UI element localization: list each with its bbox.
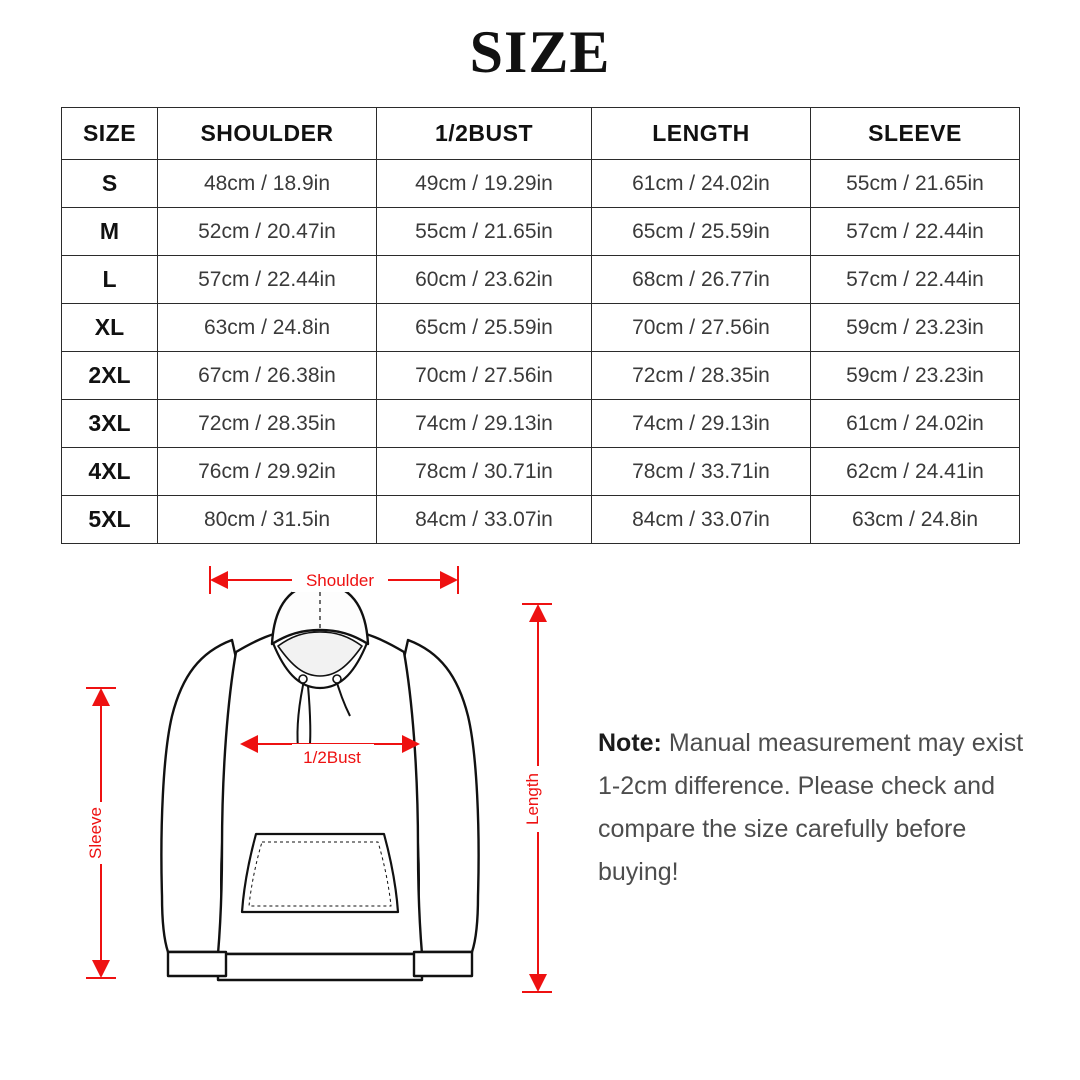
cell-size: M: [62, 208, 158, 256]
measurement-note: [598, 722, 1028, 894]
length-label: Length: [523, 773, 542, 825]
cell-shoulder: 80cm / 31.5in: [158, 496, 377, 544]
table-row: [62, 256, 1020, 304]
note-label: Note:: [598, 729, 662, 757]
cell-sleeve: 63cm / 24.8in: [811, 496, 1020, 544]
sleeve-label: Sleeve: [86, 807, 105, 859]
cell-shoulder: 76cm / 29.92in: [158, 448, 377, 496]
cell-size: 4XL: [62, 448, 158, 496]
cell-bust: 60cm / 23.62in: [377, 256, 592, 304]
cell-size: S: [62, 160, 158, 208]
cell-length: 61cm / 24.02in: [592, 160, 811, 208]
cell-sleeve: 57cm / 22.44in: [811, 208, 1020, 256]
hoodie-measurement-diagram: [60, 548, 580, 1018]
table-row: [62, 448, 1020, 496]
cell-shoulder: 72cm / 28.35in: [158, 400, 377, 448]
cell-shoulder: 67cm / 26.38in: [158, 352, 377, 400]
table-row: [62, 304, 1020, 352]
table-row: [62, 160, 1020, 208]
table-row: [62, 352, 1020, 400]
cell-length: 68cm / 26.77in: [592, 256, 811, 304]
cell-sleeve: 57cm / 22.44in: [811, 256, 1020, 304]
table-row: [62, 208, 1020, 256]
cell-shoulder: 57cm / 22.44in: [158, 256, 377, 304]
cell-length: 78cm / 33.71in: [592, 448, 811, 496]
cell-bust: 70cm / 27.56in: [377, 352, 592, 400]
hoodie-illustration: [161, 584, 478, 980]
cell-sleeve: 59cm / 23.23in: [811, 304, 1020, 352]
size-table: [61, 107, 1020, 544]
cell-bust: 78cm / 30.71in: [377, 448, 592, 496]
shoulder-label: Shoulder: [305, 571, 375, 590]
cell-sleeve: 59cm / 23.23in: [811, 352, 1020, 400]
column-header-shoulder: SHOULDER: [158, 108, 377, 160]
column-header-sleeve: SLEEVE: [811, 108, 1020, 160]
cell-sleeve: 62cm / 24.41in: [811, 448, 1020, 496]
cell-size: 3XL: [62, 400, 158, 448]
cell-length: 72cm / 28.35in: [592, 352, 811, 400]
cell-shoulder: 52cm / 20.47in: [158, 208, 377, 256]
cell-bust: 55cm / 21.65in: [377, 208, 592, 256]
column-header-size: SIZE: [62, 108, 158, 160]
cell-size: 5XL: [62, 496, 158, 544]
page-title: SIZE: [469, 19, 611, 85]
cell-bust: 49cm / 19.29in: [377, 160, 592, 208]
note-text: Manual measurement may exist 1-2cm difference. Please check and compare the size carefully before buying!: [598, 729, 1024, 886]
cell-size: L: [62, 256, 158, 304]
cell-size: 2XL: [62, 352, 158, 400]
column-header-bust: 1/2BUST: [377, 108, 592, 160]
cell-bust: 84cm / 33.07in: [377, 496, 592, 544]
table-row: [62, 496, 1020, 544]
column-header-length: LENGTH: [592, 108, 811, 160]
bust-label: 1/2Bust: [303, 748, 361, 767]
cell-length: 70cm / 27.56in: [592, 304, 811, 352]
cell-sleeve: 55cm / 21.65in: [811, 160, 1020, 208]
table-row: [62, 400, 1020, 448]
table-header-row: [62, 108, 1020, 160]
cell-size: XL: [62, 304, 158, 352]
cell-sleeve: 61cm / 24.02in: [811, 400, 1020, 448]
cell-length: 65cm / 25.59in: [592, 208, 811, 256]
cell-shoulder: 48cm / 18.9in: [158, 160, 377, 208]
cell-bust: 74cm / 29.13in: [377, 400, 592, 448]
cell-length: 74cm / 29.13in: [592, 400, 811, 448]
cell-shoulder: 63cm / 24.8in: [158, 304, 377, 352]
cell-length: 84cm / 33.07in: [592, 496, 811, 544]
cell-bust: 65cm / 25.59in: [377, 304, 592, 352]
